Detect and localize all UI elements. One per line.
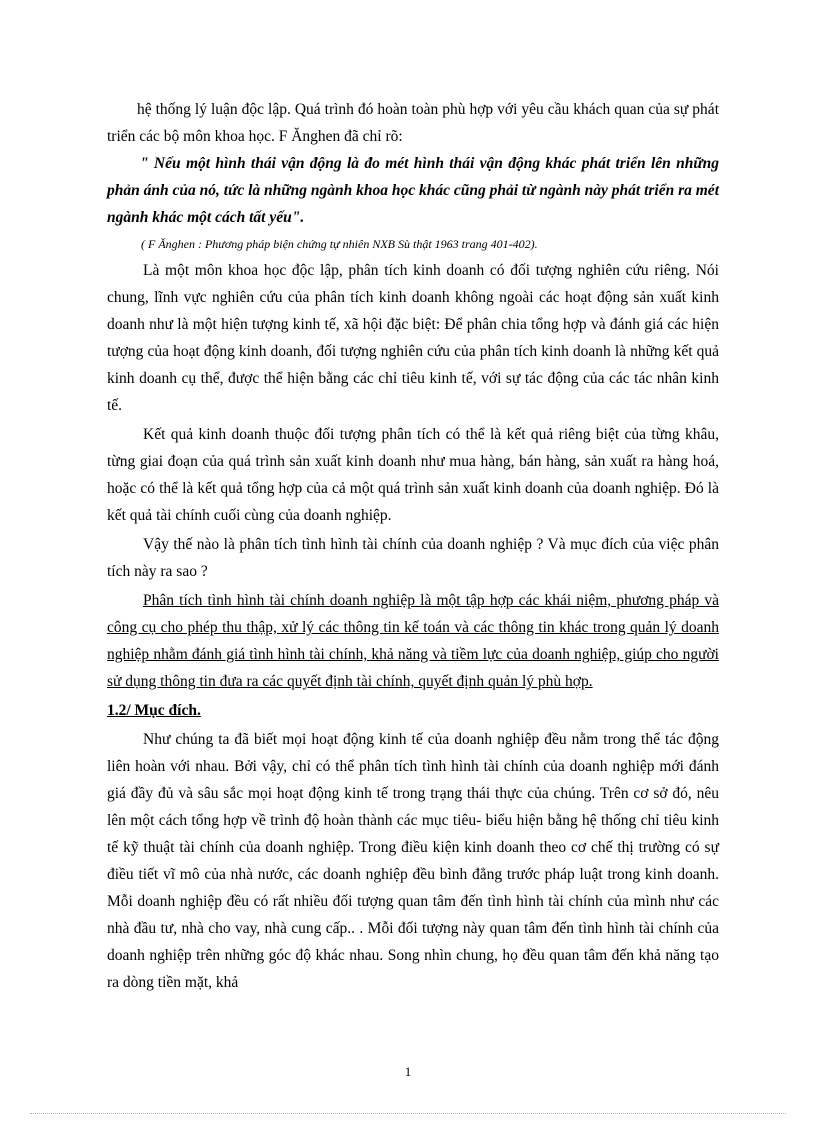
paragraph-question: Vậy thế nào là phân tích tình hình tài chính của doanh nghiệp ? Và mục đích của việc phân tích này ra sao ?	[107, 536, 719, 580]
page-number: 1	[404, 1064, 412, 1079]
section-heading: 1.2/ Mục đích.	[107, 702, 201, 719]
page-boundary-divider	[30, 1113, 786, 1114]
quote-engels: " Nếu một hình thái vận động là đo mét hình thái vận động khác phát triển lên những phản ánh của nó, tức là những ngành khoa học khác cũng phải từ ngành này phát triển ra mét ngành khác một cách tất yếu".	[107, 155, 719, 226]
paragraph-results: Kết quả kinh doanh thuộc đối tượng phân tích có thể là kết quả riêng biệt của từng khâu, từng giai đoạn của quá trình sản xuất kinh doanh như mua hàng, bán hàng, sản xuất ra hàng hoá, hoặc có thể là kết quả tổng hợp của cả một quá trình sản xuất kinh doanh của doanh nghiệp. Đó là kết quả tài chính cuối cùng của doanh nghiệp.	[107, 426, 719, 524]
paragraph-object: Là một môn khoa học độc lập, phân tích kinh doanh có đối tượng nghiên cứu riêng. Nói chung, lĩnh vực nghiên cứu của phân tích kinh doanh không ngoài các hoạt động sản xuất kinh doanh như là một hiện tượng kinh tế, xã hội đặc biệt: Để phân chia tổng hợp và đánh giá các hiện tượng của hoạt động kinh doanh, đối tượng nghiên cứu của phân tích kinh doanh là những kết quả kinh doanh cụ thể, được thể hiện bằng các chỉ tiêu kinh tế, với sự tác động của các tác nhân kinh tế.	[107, 262, 719, 414]
page-body	[107, 96, 719, 996]
paragraph-intro: hệ thống lý luận độc lập. Quá trình đó hoàn toàn phù hợp với yêu cầu khách quan của sự phát triển các bộ môn khoa học. F Ănghen đã chỉ rõ:	[107, 101, 719, 145]
citation: ( F Ănghen : Phương pháp biện chứng tự nhiên NXB Sù thật 1963 trang 401-402).	[141, 237, 538, 251]
paragraph-definition: Phân tích tình hình tài chính doanh nghiệp là một tập hợp các khái niệm, phương pháp và công cụ cho phép thu thập, xử lý các thông tin kế toán và các thông tin khác trong quản lý doanh nghiệp nhằm đánh giá tình hình tài chính, khả năng và tiềm lực của doanh nghiệp, giúp cho người sử dụng thông tin đưa ra các quyết định tài chính, quyết định quản lý phù hợp.	[107, 592, 719, 690]
paragraph-purpose: Như chúng ta đã biết mọi hoạt động kinh tế của doanh nghiệp đều nằm trong thể tác động liên hoàn với nhau. Bởi vậy, chỉ có thể phân tích tình hình tài chính của doanh nghiệp mới đánh giá đầy đủ và sâu sắc mọi hoạt động kinh tế trong trạng thái thực của chúng. Trên cơ sở đó, nêu lên một cách tổng hợp về trình độ hoàn thành các mục tiêu- biểu hiện bằng hệ thống chỉ tiêu kinh tế kỹ thuật tài chính của doanh nghiệp. Trong điều kiện kinh doanh theo cơ chế thị trường có sự điều tiết vĩ mô của nhà nước, các doanh nghiệp đều bình đẳng trước pháp luật trong kinh doanh. Mỗi doanh nghiệp đều có rất nhiều đối tượng quan tâm đến tình hình tài chính của mình như các nhà đầu tư, nhà cho vay, nhà cung cấp.. . Mỗi đối tượng này quan tâm đến tình hình tài chính của doanh nghiệp trên những góc độ khác nhau. Song nhìn chung, họ đều quan tâm đến khả năng tạo ra dòng tiền mặt, khả	[107, 731, 719, 991]
